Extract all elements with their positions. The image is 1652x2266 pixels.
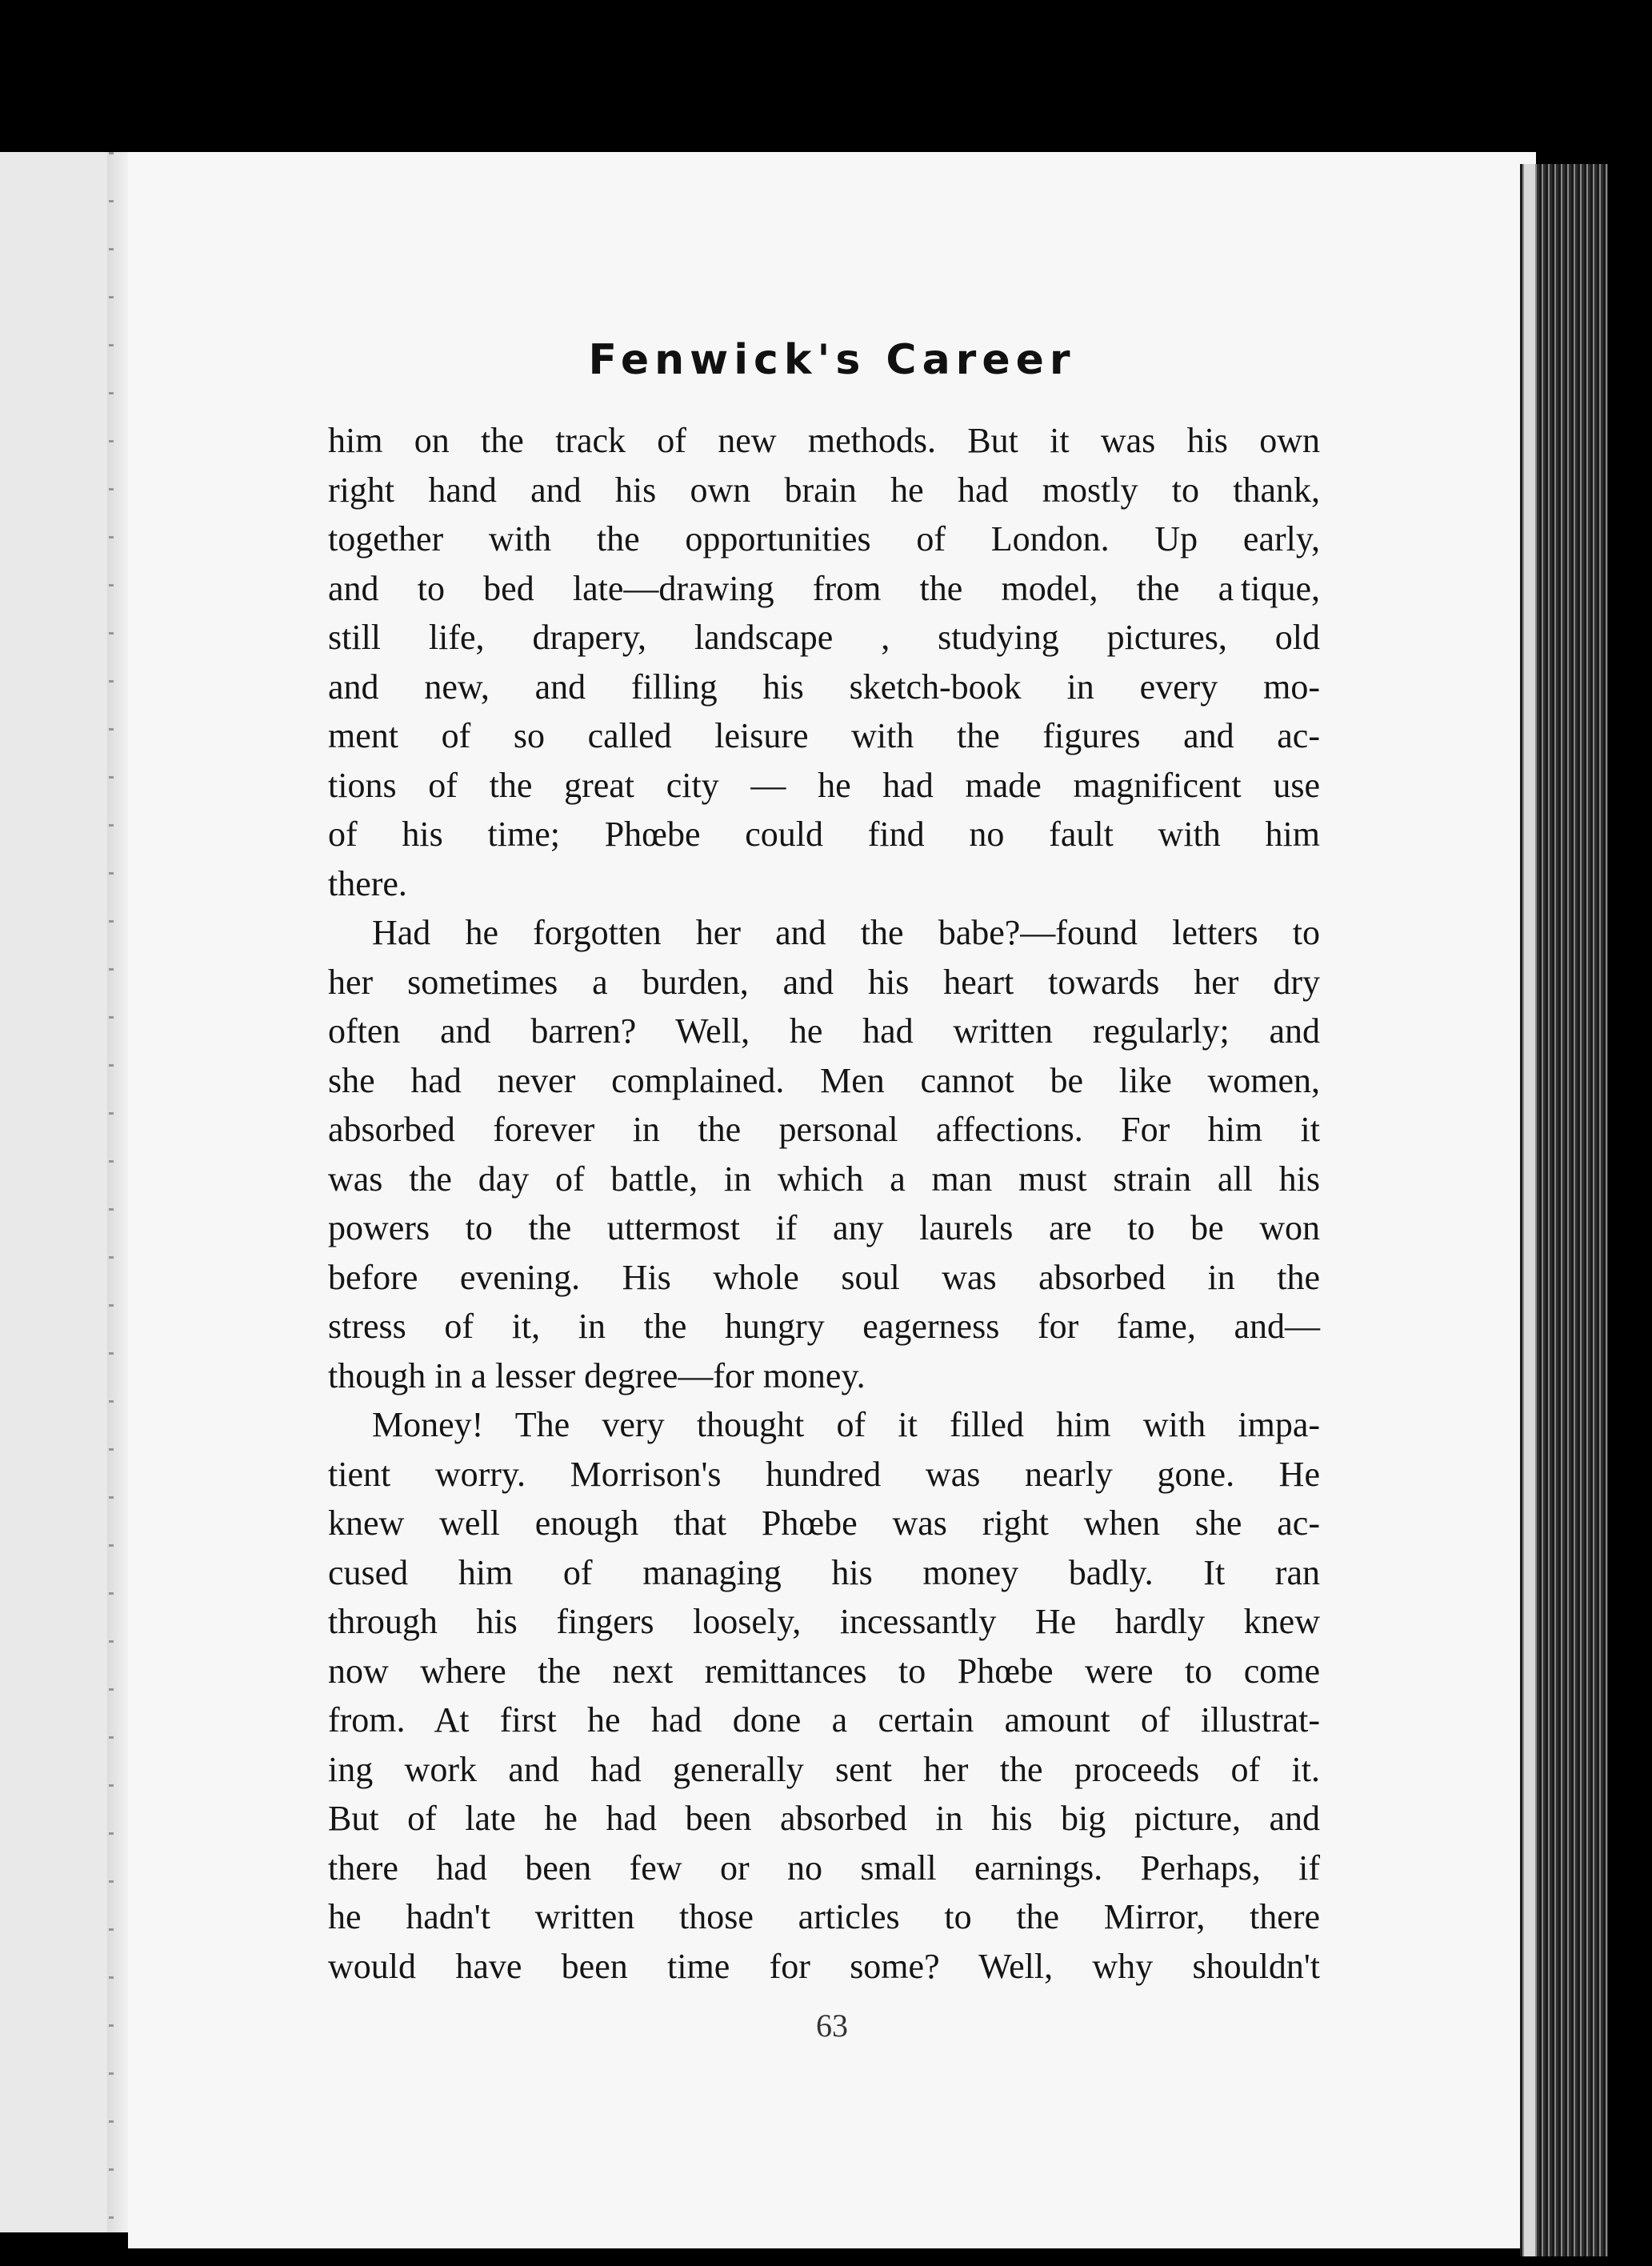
text-line: cused him of managing his money badly. It ran xyxy=(328,1552,1320,1592)
text-line: was the day of battle, in which a man must strain all his xyxy=(328,1159,1320,1199)
text-line: and to bed late—drawing from the model, the a tique, xyxy=(328,568,1320,608)
page-number: 63 xyxy=(816,2008,848,2044)
text-line: he hadn't written those articles to the Mirror, there xyxy=(328,1897,1320,1936)
text-line: But of late he had been absorbed in his big picture, and xyxy=(328,1799,1320,1838)
text-line: powers to the uttermost if any laurels are to be won xyxy=(328,1208,1320,1247)
text-line: though in a lesser degree—for money. xyxy=(328,1355,866,1395)
text-line: stress of it, in the hungry eagerness for fame, and— xyxy=(328,1307,1320,1346)
body-text xyxy=(328,416,1320,1991)
gutter-shadow xyxy=(109,152,114,2232)
text-line: Money! The very thought of it filled him with impa- xyxy=(372,1405,1320,1444)
text-line: through his fingers loosely, incessantly He hardly knew xyxy=(328,1602,1320,1641)
text-line: knew well enough that Phœbe was right when she ac- xyxy=(328,1503,1320,1543)
page-edge-highlight xyxy=(1524,164,1535,2256)
text-line: there had been few or no small earnings. Perhaps, if xyxy=(328,1848,1320,1888)
text-line: Had he forgotten her and the babe?—found letters to xyxy=(372,913,1320,952)
text-line: absorbed forever in the personal affections. For him it xyxy=(328,1110,1320,1149)
text-line: together with the opportunities of London. Up early, xyxy=(328,519,1320,558)
text-line: tient worry. Morrison's hundred was nearly gone. He xyxy=(328,1454,1320,1494)
text-line: from. At first he had done a certain amount of illustrat- xyxy=(328,1700,1320,1740)
text-line: tions of the great city — he had made magnificent use xyxy=(328,765,1320,805)
text-line: her sometimes a burden, and his heart towards her dry xyxy=(328,962,1320,1002)
running-head: Fenwick's Career xyxy=(588,336,1076,384)
text-line: often and barren? Well, he had written regularly; and xyxy=(328,1011,1320,1051)
text-line: right hand and his own brain he had mostly to thank, xyxy=(328,470,1320,510)
text-line: ing work and had generally sent her the proceeds of it. xyxy=(328,1749,1320,1789)
text-line: would have been time for some? Well, why shouldn't xyxy=(328,1946,1320,1986)
facing-page-edge xyxy=(0,152,122,2232)
text-line: she had never complained. Men cannot be like women, xyxy=(328,1060,1320,1100)
text-line: and new, and filling his sketch-book in every mo- xyxy=(328,667,1320,707)
text-line: him on the track of new methods. But it was his own xyxy=(328,421,1320,460)
text-line: before evening. His whole soul was absorbed in the xyxy=(328,1257,1320,1297)
text-line: now where the next remittances to Phœbe were to come xyxy=(328,1651,1320,1691)
text-line: of his time; Phœbe could find no fault with him xyxy=(328,815,1320,854)
text-line: still life, drapery, landscape , studying pictures, old xyxy=(328,618,1320,657)
text-line: ment of so called leisure with the figures and ac- xyxy=(328,716,1320,755)
text-line: there. xyxy=(328,863,407,903)
